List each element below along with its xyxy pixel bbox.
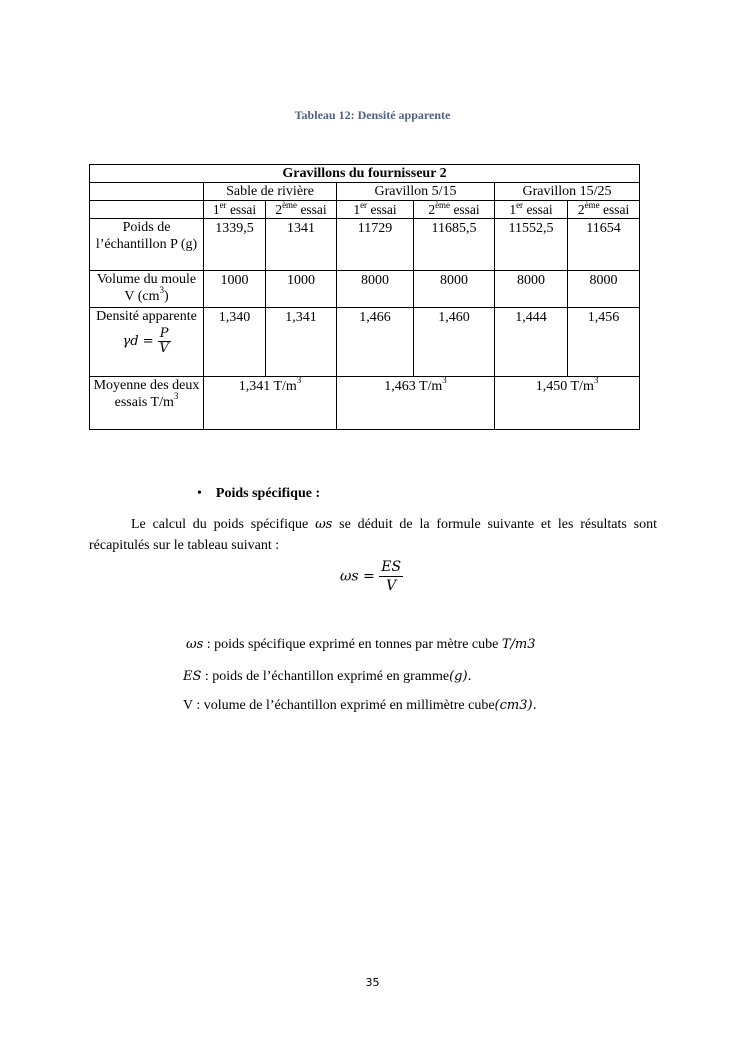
body-paragraph: Le calcul du poids spécifique ωs se déduit de la formule suivante et les résultats sont récapitulés sur le tableau suivant : [89,517,657,553]
bullet-icon: • [197,486,202,501]
definition-line: V : volume de l’échantillon exprimé en millimètre cube(cm3). [183,698,537,713]
table-cell: 1,460 [414,308,495,377]
empty-header-cell [90,201,204,219]
specific-weight-formula: ωs = $\frac{ES}{V}$ [340,559,402,594]
table-row [90,219,640,271]
section-heading [197,486,320,502]
group-header: Sable de rivière [204,183,337,201]
table-row [90,271,640,308]
table-cell: 1,450 $T/m^3$ [495,377,640,430]
row-label: Poids de l’échantillon P (g) [90,219,204,271]
row-label: Moyenne des deux essais $T/m^3$ [90,377,204,430]
table-cell: 1341 [266,219,337,271]
essai-header: 2ème essai [568,201,640,219]
table-cell: 1,463 $T/m^3$ [337,377,495,430]
table-cell: 1000 [204,271,266,308]
table-caption: Tableau 12: Densité apparente [294,108,451,122]
row-label-text: Densité apparente [96,309,197,324]
essai-header: 2ème essai [414,201,495,219]
essai-header: 1er essai [204,201,266,219]
section-heading-text: Poids spécifique : [215,486,321,501]
table-title: Gravillons du fournisseur 2 [90,165,640,183]
density-formula: γd = $\frac{P}{V}$ [122,326,169,356]
group-header: Gravillon 5/15 [337,183,495,201]
essai-header: 1er essai [337,201,414,219]
table-row [90,377,640,430]
group-header: Gravillon 15/25 [495,183,640,201]
table-cell: 1,340 [204,308,266,377]
table-cell: 1,341 $T/m^3$ [204,377,337,430]
table-cell: 1,341 [266,308,337,377]
table-cell: 1339,5 [204,219,266,271]
essai-header: 2ème essai [266,201,337,219]
page-number: 35 [365,976,380,989]
density-table [89,164,640,430]
table-cell: 11654 [568,219,640,271]
essai-header: 1er essai [495,201,568,219]
table-cell: 1,456 [568,308,640,377]
table-cell: 1000 [266,271,337,308]
table-cell: 1,444 [495,308,568,377]
table-cell: 1,466 [337,308,414,377]
table-cell: 8000 [495,271,568,308]
definition-line: ES : poids de l’échantillon exprimé en gramme(g). [183,669,472,684]
row-label [90,308,204,377]
row-label: Volume du moule V $(cm^3)$ [90,271,204,308]
table-cell: 8000 [568,271,640,308]
table-cell: 11552,5 [495,219,568,271]
table-cell: 8000 [414,271,495,308]
table-cell: 11729 [337,219,414,271]
empty-header-cell [90,183,204,201]
definition-line: ωs : poids spécifique exprimé en tonnes par mètre cube T/m3 [186,637,536,652]
table-cell: 11685,5 [414,219,495,271]
table-cell: 8000 [337,271,414,308]
table-row [90,308,640,377]
